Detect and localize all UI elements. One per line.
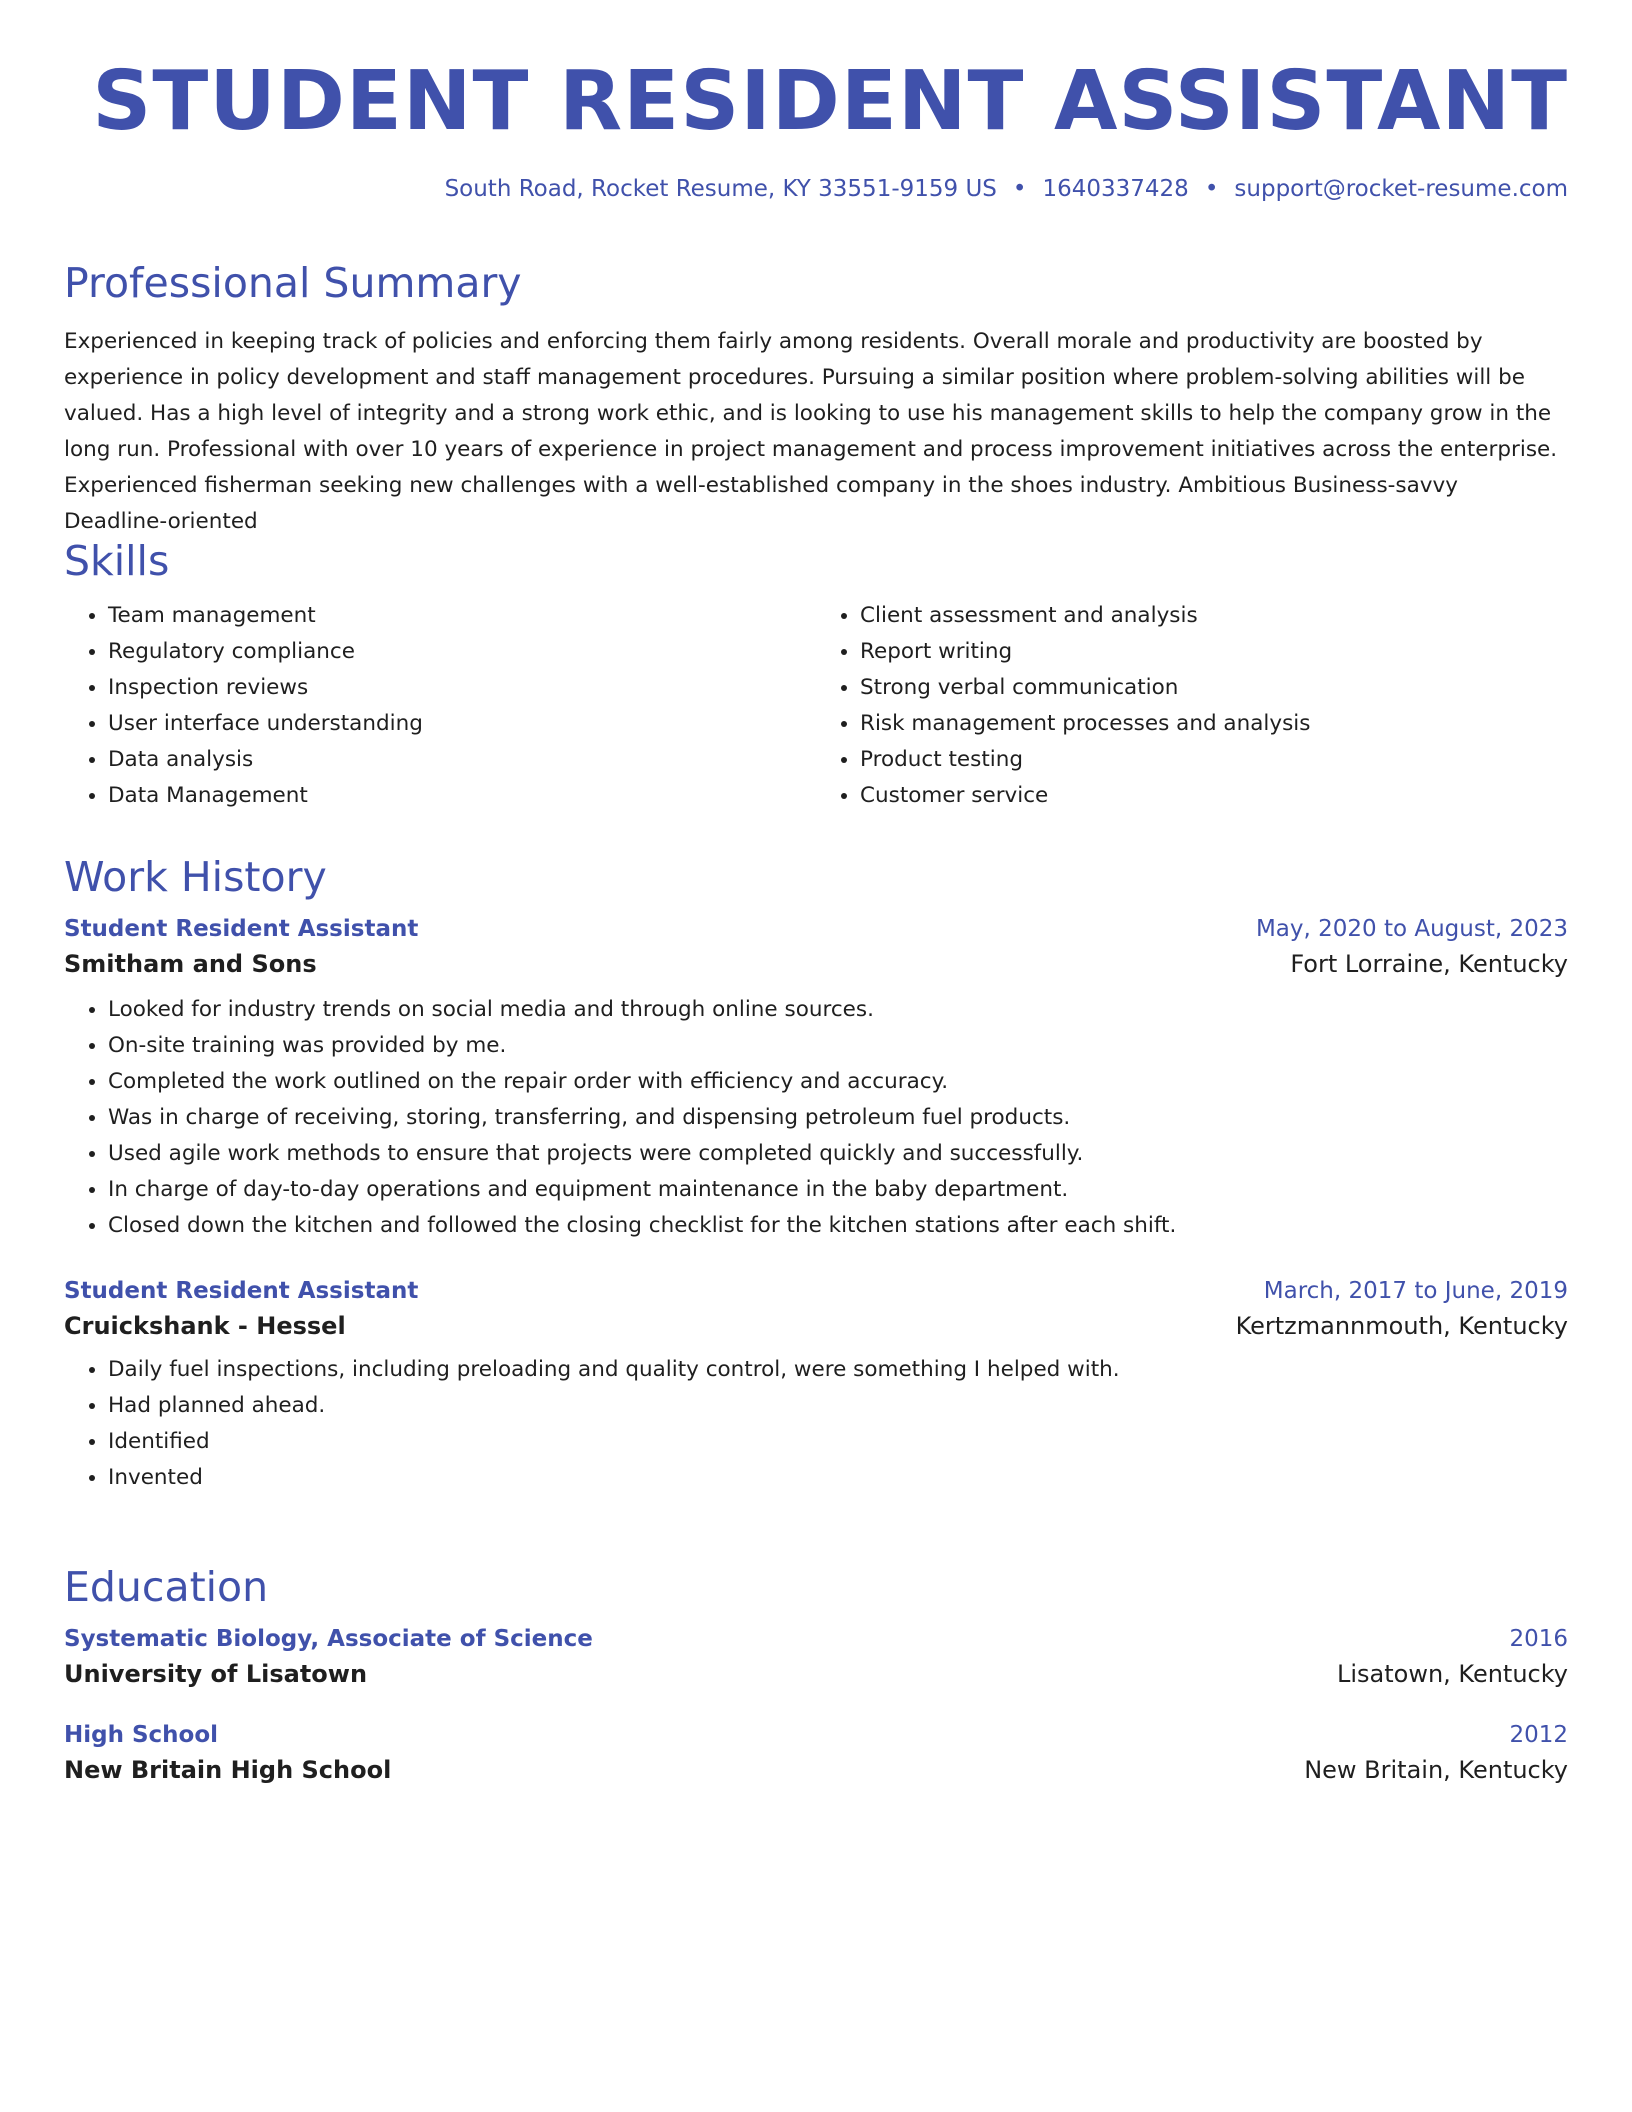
education-header	[64, 1722, 1568, 1748]
job-title: Student Resident Assistant	[64, 1278, 419, 1304]
job-entry	[64, 916, 1568, 1244]
education-subheader	[64, 1660, 1568, 1688]
job-bullet: • Completed the work outlined on the repair order with efficiency and accuracy.	[108, 1064, 1568, 1100]
contact-phone: 1640337428	[1042, 176, 1189, 202]
job-bullet: • Looked for industry trends on social media and through online sources.	[108, 992, 1568, 1028]
summary-section	[64, 258, 1568, 540]
job-subheader	[64, 950, 1568, 978]
skills-title: Skills	[64, 537, 170, 585]
education-degree: Systematic Biology, Associate of Science	[64, 1626, 593, 1652]
job-header	[64, 1278, 1568, 1304]
job-bullet: • Daily fuel inspections, including preloading and quality control, were something I helped with.	[108, 1352, 1568, 1388]
job-location: Kertzmannmouth, Kentucky	[1235, 1312, 1568, 1340]
education-degree: High School	[64, 1722, 219, 1748]
job-subheader	[64, 1312, 1568, 1340]
skill-item: • Team management	[108, 598, 816, 634]
job-header	[64, 916, 1568, 942]
skill-item: • User interface understanding	[108, 706, 816, 742]
education-year: 2012	[1509, 1722, 1568, 1748]
work-section	[64, 852, 1568, 1496]
skill-item: • Customer service	[860, 778, 1568, 814]
job-title: Student Resident Assistant	[64, 916, 419, 942]
contact-email: support@rocket-resume.com	[1234, 176, 1568, 202]
job-location: Fort Lorraine, Kentucky	[1290, 950, 1568, 978]
contact-address: South Road, Rocket Resume, KY 33551-9159 US	[444, 176, 997, 202]
skills-list	[64, 598, 1568, 814]
job-bullet: • Had planned ahead.	[108, 1388, 1568, 1424]
skill-item: • Regulatory compliance	[108, 634, 816, 670]
skill-item: • Strong verbal communication	[860, 670, 1568, 706]
job-entry	[64, 1278, 1568, 1496]
contact-separator: •	[1204, 176, 1219, 202]
skills-right-column	[816, 598, 1568, 814]
job-dates: May, 2020 to August, 2023	[1255, 916, 1568, 942]
summary-title: Professional Summary	[64, 259, 522, 307]
skill-item: • Data Management	[108, 778, 816, 814]
job-company: Smitham and Sons	[64, 950, 317, 978]
education-year: 2016	[1509, 1626, 1568, 1652]
skill-item: • Product testing	[860, 742, 1568, 778]
education-location: Lisatown, Kentucky	[1336, 1660, 1568, 1688]
resume-name: STUDENT RESIDENT ASSISTANT	[92, 54, 1568, 149]
skill-item: • Data analysis	[108, 742, 816, 778]
job-bullets	[64, 1352, 1568, 1496]
job-company: Cruickshank - Hessel	[64, 1312, 346, 1340]
education-header	[64, 1626, 1568, 1652]
education-location: New Britain, Kentucky	[1304, 1756, 1568, 1784]
skill-item: • Risk management processes and analysis	[860, 706, 1568, 742]
job-bullet: • Closed down the kitchen and followed the closing checklist for the kitchen stations after each shift.	[108, 1208, 1568, 1244]
skill-item: • Client assessment and analysis	[860, 598, 1568, 634]
education-subheader	[64, 1756, 1568, 1784]
job-bullet: • On-site training was provided by me.	[108, 1028, 1568, 1064]
job-bullet: • Used agile work methods to ensure that projects were completed quickly and successfully.	[108, 1136, 1568, 1172]
education-title: Education	[64, 1563, 269, 1611]
work-title: Work History	[64, 853, 327, 901]
job-bullet: • In charge of day-to-day operations and equipment maintenance in the baby department.	[108, 1172, 1568, 1208]
education-entry	[64, 1722, 1568, 1784]
skill-item: • Inspection reviews	[108, 670, 816, 706]
job-bullet: • Invented	[108, 1460, 1568, 1496]
education-school: University of Lisatown	[64, 1660, 368, 1688]
education-entry	[64, 1626, 1568, 1688]
contact-line	[445, 176, 1568, 202]
education-school: New Britain High School	[64, 1756, 392, 1784]
summary-text: Experienced in keeping track of policies and enforcing them fairly among residents. Overall morale and productivity are boosted by experience in policy development and staff management procedures. Pursuing a similar position where problem-solving abilities will be valued. Has a high level of integrity and a strong work ethic, and is looking to use his management skills to help the company grow in the long run. Professional with over 10 years of experience in project management and process improvement initiatives across the enterprise. Experienced fisherman seeking new challenges with a well-established company in the shoes industry. Ambitious Business-savvy Deadline-oriented	[64, 329, 1558, 534]
job-bullet: • Was in charge of receiving, storing, transferring, and dispensing petroleum fuel products.	[108, 1100, 1568, 1136]
job-bullets	[64, 992, 1568, 1244]
contact-separator: •	[1012, 176, 1027, 202]
skills-left-column	[64, 598, 816, 814]
education-section	[64, 1562, 1568, 1784]
skill-item: • Report writing	[860, 634, 1568, 670]
skills-section	[64, 536, 1568, 814]
job-bullet: • Identified	[108, 1424, 1568, 1460]
job-dates: March, 2017 to June, 2019	[1263, 1278, 1568, 1304]
